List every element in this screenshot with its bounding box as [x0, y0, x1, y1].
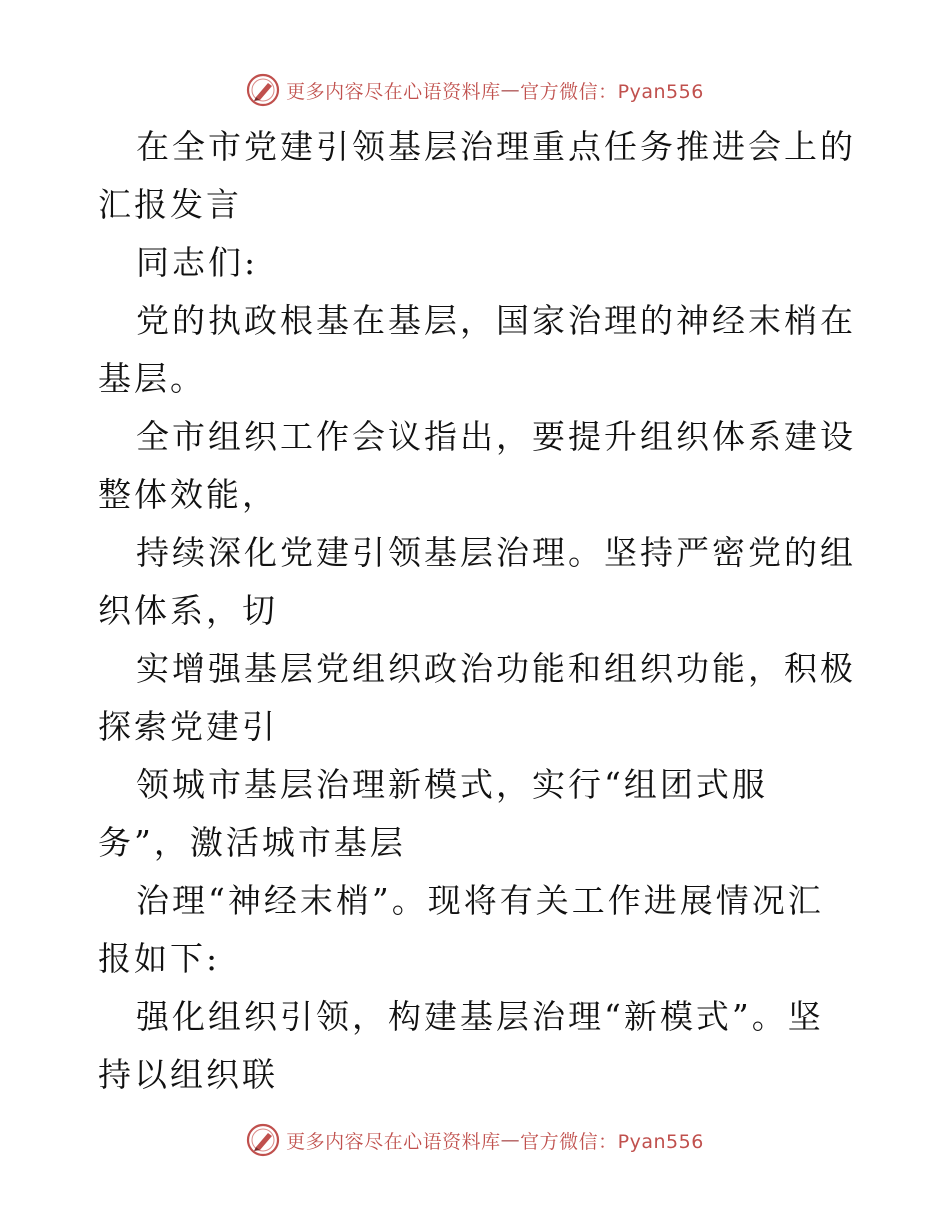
paragraph: 党的执政根基在基层，国家治理的神经末梢在基层。: [98, 301, 856, 398]
banner-promo-text: 更多内容尽在心语资料库: [286, 1130, 501, 1153]
banner-wechat-text: 官方微信：Pyan556: [520, 80, 704, 103]
salutation: 同志们:: [136, 243, 259, 282]
paragraph: 持续深化党建引领基层治理。坚持严密党的组织体系，切: [98, 533, 856, 630]
banner-dash: —: [500, 1129, 521, 1151]
banner-dash: —: [500, 79, 521, 101]
document-body: [98, 118, 858, 1104]
paragraph: 强化组织引领，构建基层治理“新模式”。坚持以组织联: [98, 997, 824, 1094]
header-banner: [0, 68, 950, 112]
banner-promo-text: 更多内容尽在心语资料库: [286, 80, 501, 103]
footer-banner: [0, 1118, 950, 1162]
pen-nib-logo-icon: [246, 1123, 280, 1157]
banner-wechat-text: 官方微信：Pyan556: [520, 1130, 704, 1153]
paragraph: 治理“神经末梢”。现将有关工作进展情况汇报如下:: [98, 881, 824, 978]
pen-nib-logo-icon: [246, 73, 280, 107]
paragraph: 领城市基层治理新模式，实行“组团式服务”，激活城市基层: [98, 765, 768, 862]
document-title: 在全市党建引领基层治理重点任务推进会上的汇报发言: [98, 127, 856, 224]
paragraph: 实增强基层党组织政治功能和组织功能，积极探索党建引: [98, 649, 856, 746]
paragraph: 全市组织工作会议指出，要提升组织体系建设整体效能，: [98, 417, 856, 514]
